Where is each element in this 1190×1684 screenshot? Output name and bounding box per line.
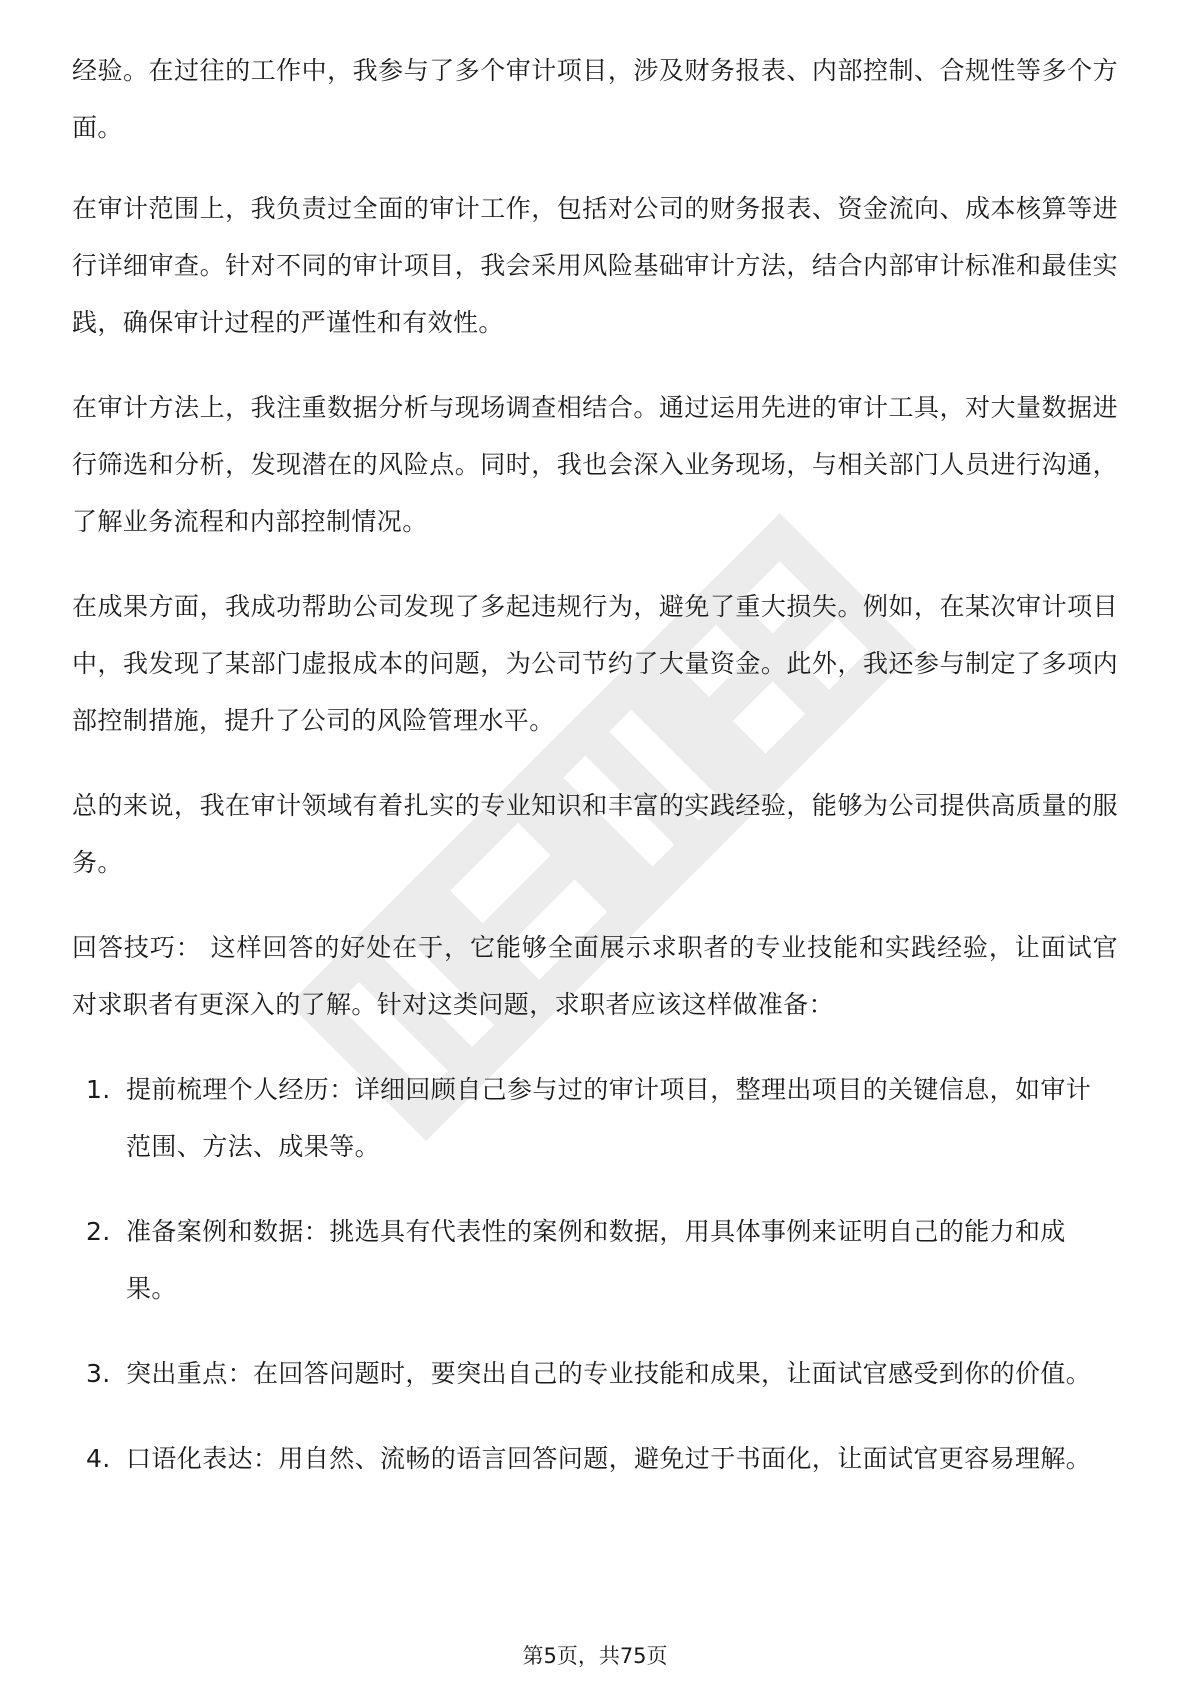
paragraph-audit-scope: 在审计范围上，我负责过全面的审计工作，包括对公司的财务报表、资金流向、成本核算等进行详细审查。针对不同的审计项目，我会采用风险基础审计方法，结合内部审计标准和最佳实践，确保审计过程的严谨性和有效性。	[72, 194, 1118, 337]
preparation-list	[72, 1061, 1118, 1487]
list-item-text: 提前梳理个人经历：详细回顾自己参与过的审计项目，整理出项目的关键信息，如审计范围、方法、成果等。	[126, 1075, 1092, 1161]
paragraph-results: 在成果方面，我成功帮助公司发现了多起违规行为，避免了重大损失。例如，在某次审计项目中，我发现了某部门虚报成本的问题，为公司节约了大量资金。此外，我还参与制定了多项内部控制措施，提升了公司的风险管理水平。	[72, 592, 1118, 735]
list-item-text: 口语化表达：用自然、流畅的语言回答问题，避免过于书面化，让面试官更容易理解。	[126, 1444, 1092, 1473]
paragraph-answer-tips: 回答技巧： 这样回答的好处在于，它能够全面展示求职者的专业技能和实践经验，让面试官对求职者有更深入的了解。针对这类问题，求职者应该这样做准备：	[72, 933, 1118, 1019]
list-item	[72, 1430, 1118, 1487]
list-item	[72, 1345, 1118, 1402]
paragraph-experience: 经验。在过往的工作中，我参与了多个审计项目，涉及财务报表、内部控制、合规性等多个方面。	[72, 56, 1118, 142]
page-number-footer: 第5页，共75页	[522, 1644, 668, 1668]
list-item	[72, 1203, 1118, 1317]
paragraph-audit-method: 在审计方法上，我注重数据分析与现场调查相结合。通过运用先进的审计工具，对大量数据进行筛选和分析，发现潜在的风险点。同时，我也会深入业务现场，与相关部门人员进行沟通，了解业务流程和内部控制情况。	[72, 393, 1118, 536]
list-item-text: 突出重点：在回答问题时，要突出自己的专业技能和成果，让面试官感受到你的价值。	[126, 1359, 1092, 1388]
list-item	[72, 1061, 1118, 1175]
list-item-text: 准备案例和数据：挑选具有代表性的案例和数据，用具体事例来证明自己的能力和成果。	[126, 1217, 1066, 1303]
list-item-number: 4.	[86, 1444, 111, 1473]
list-item-number: 3.	[86, 1359, 111, 1388]
list-item-number: 1.	[86, 1075, 111, 1104]
document-body	[72, 42, 1118, 1515]
list-item-number: 2.	[86, 1217, 111, 1246]
paragraph-summary: 总的来说，我在审计领域有着扎实的专业知识和丰富的实践经验，能够为公司提供高质量的服务。	[72, 791, 1118, 877]
